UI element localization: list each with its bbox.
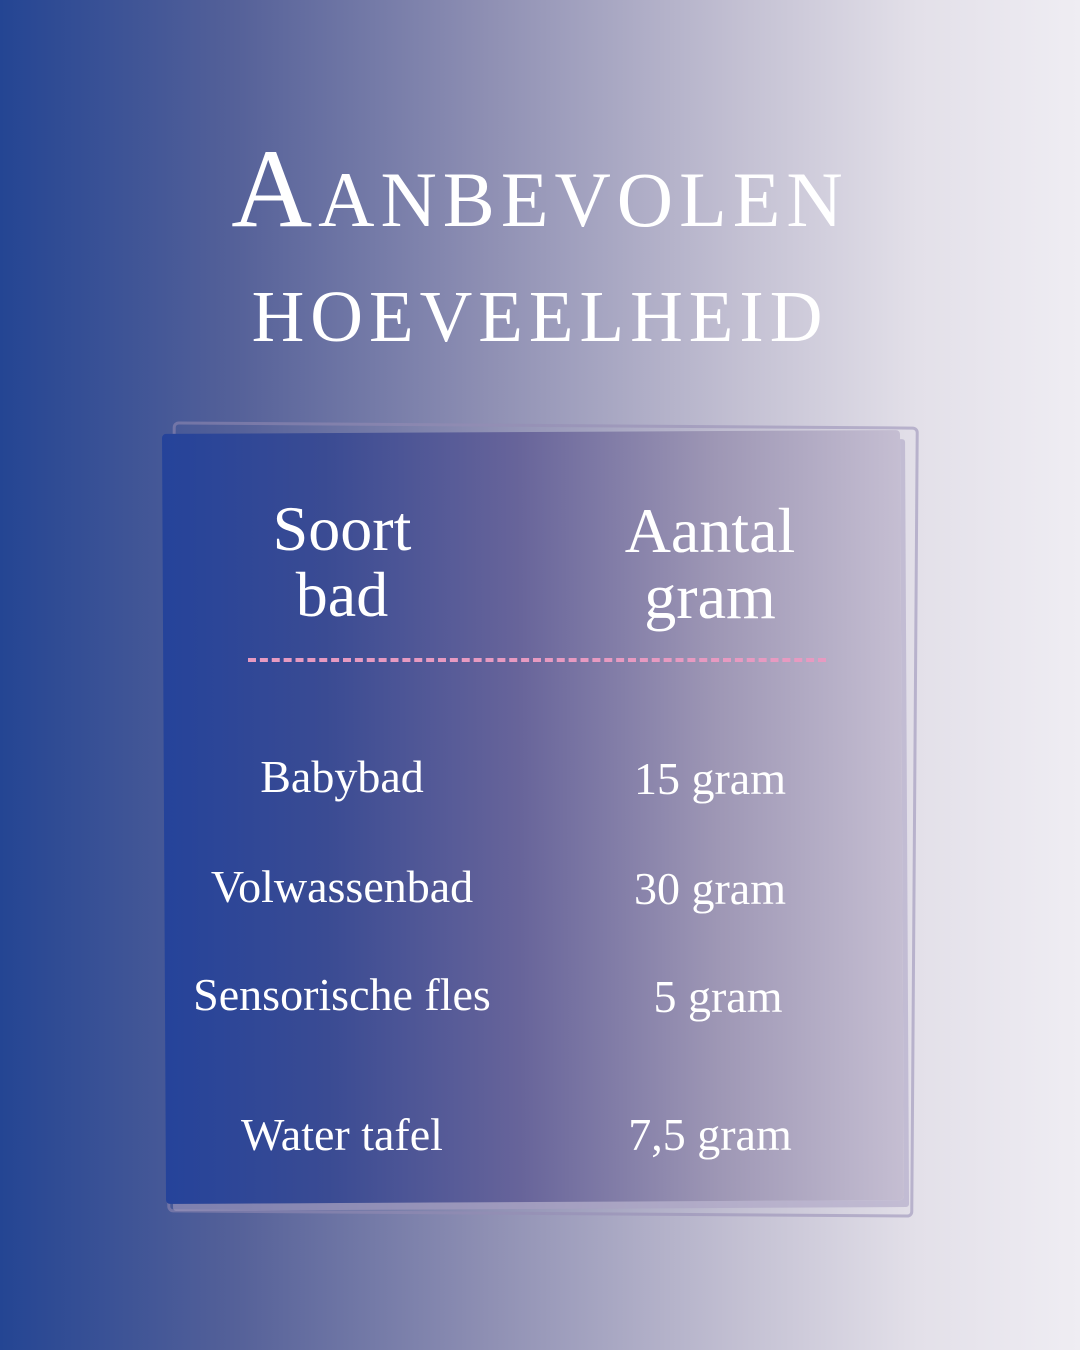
- row-type-water-tafel: Water tafel: [241, 1109, 443, 1160]
- row-amount-volwassenbad: 30 gram: [633, 863, 786, 914]
- page-title: [0, 127, 1080, 366]
- page-title-line-2: hoeveelheid: [251, 249, 829, 364]
- row-amount-water-tafel: 7,5 gram: [628, 1109, 792, 1160]
- column-header-type: [182, 493, 502, 630]
- header-divider: [248, 658, 826, 662]
- column-header-amount: [550, 495, 870, 632]
- column-header-amount-line-2: gram: [644, 561, 776, 632]
- page-title-line-1: Aanbevolen: [231, 127, 849, 251]
- row-type-babybad: Babybad: [260, 751, 424, 802]
- row-amount-babybad: 15 gram: [633, 753, 786, 804]
- column-header-type-line-2: bad: [295, 559, 389, 630]
- row-type-volwassenbad: Volwassenbad: [210, 861, 474, 912]
- row-amount-sensorische-fles: 5 gram: [653, 971, 783, 1022]
- column-header-amount-line-1: Aantal: [624, 495, 796, 566]
- row-type-sensorische-fles: Sensorische fles: [193, 969, 491, 1020]
- column-header-type-line-1: Soort: [272, 493, 412, 564]
